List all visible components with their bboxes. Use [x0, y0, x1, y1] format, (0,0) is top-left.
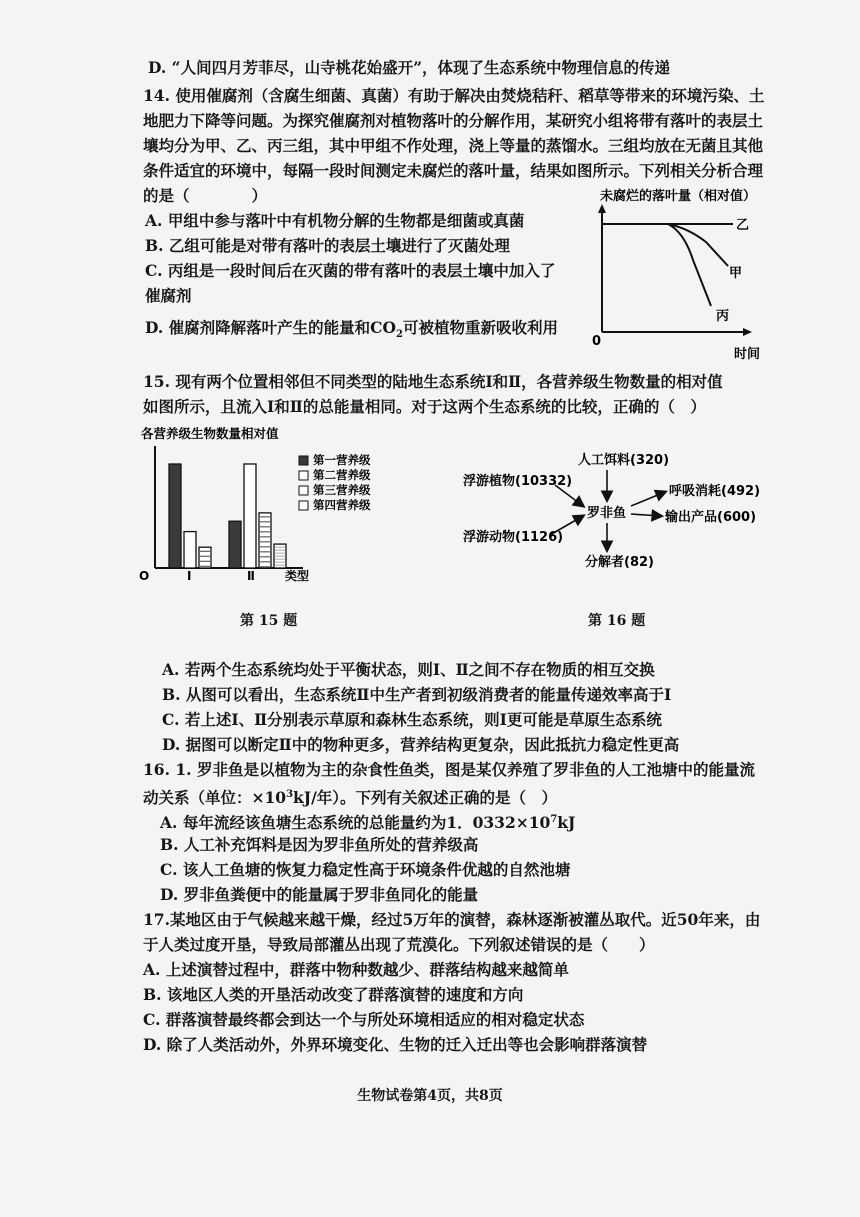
q14-stem-line: 14. 使用催腐剂（含腐生细菌、真菌）有助于解决由焚烧秸秆、稻草等带来的环境污染、土: [143, 86, 765, 105]
q16-stem-line: 16. 1. 罗非鱼是以植物为主的杂食性鱼类，图是某仅养殖了罗非鱼的人工池塘中的能量流: [143, 760, 755, 779]
fig15-legend-item: 第二营养级: [313, 468, 371, 482]
fig15-bar-2-3: [259, 513, 271, 568]
q16-option-d: D. 罗非鱼粪便中的能量属于罗非鱼同化的能量: [160, 885, 479, 904]
fig14-line-bing: [668, 224, 711, 306]
fig15-title: 各营养级生物数量相对值: [141, 426, 279, 441]
fig15-legend-swatch: [299, 456, 308, 465]
q16-stem-text-end: kJ/年）。下列有关叙述正确的是（ ）: [293, 788, 558, 808]
q14-option-d-text-end: 可被植物重新吸收利用: [403, 318, 559, 337]
fig14-y-arrow: [598, 204, 606, 213]
fig15-category-label: Ⅱ: [247, 569, 255, 583]
fig15-bar-2-2: [244, 464, 256, 568]
q14-option-d: [145, 318, 558, 345]
fig15-bar-1-1: [169, 464, 181, 568]
fig14-label-jia: 甲: [729, 266, 743, 281]
fig14-label-bing: 丙: [716, 309, 730, 324]
q15-stem-line: 如图所示，且流入Ⅰ和Ⅱ的总能量相同。对于这两个生态系统的比较，正确的（ ）: [143, 397, 706, 416]
fig14-line-jia: [602, 224, 728, 266]
fig15-legend-item: 第三营养级: [313, 483, 371, 497]
fig15-legend-item: 第一营养级: [313, 453, 371, 467]
q14-stem-line: 的是（ ）: [143, 186, 268, 205]
q14-stem-line: 条件适宜的环境中，每隔一段时间测定未腐烂的落叶量，结果如图所示。下列相关分析合理: [143, 161, 764, 180]
fig16-node-feed: 人工饵料(320): [578, 453, 670, 468]
q17-stem-line: 于人类过度开垦，导致局部灌丛出现了荒漠化。下列叙述错误的是（ ）: [143, 935, 655, 954]
fig16-arrow-resp: [631, 492, 665, 506]
q17-option-d: D. 除了人类活动外，外界环境变化、生物的迁入迁出等也会影响群落演替: [143, 1035, 648, 1054]
fig16-arrow-output: [631, 514, 661, 516]
fig15-caption: 第 15 题: [240, 613, 298, 629]
figure-14-line-chart: [588, 180, 768, 365]
fig15-bar-1-3: [199, 547, 211, 568]
q16-option-a-text: A. 每年流经该鱼塘生态系统的总能量约为1．0332×10: [160, 813, 551, 833]
q16-stem-text: 动关系（单位：×10: [143, 788, 287, 808]
q14-stem-line: 地肥力下降等问题。为探究催腐剂对植物落叶的分解作用，某研究小组将带有落叶的表层土: [143, 111, 764, 130]
q14-stem-line: 壤均分为甲、乙、丙三组，其中甲组不作处理，浇上等量的蒸馏水。三组均放在无菌且其他: [143, 136, 764, 155]
fig15-legend-swatch: [299, 486, 308, 495]
fig15-legend-swatch: [299, 501, 308, 510]
fig15-bar-2-1: [229, 521, 241, 568]
q17-option-c: C. 群落演替最终都会到达一个与所处环境相适应的相对稳定状态: [143, 1010, 585, 1029]
q15-stem-line: 15. 现有两个位置相邻但不同类型的陆地生态系统Ⅰ和Ⅱ，各营养级生物数量的相对值: [143, 372, 723, 391]
fig16-node-zooplankton: 浮游动物(1126): [463, 530, 564, 545]
q16-stem-superscript: 3: [286, 789, 294, 800]
q16-option-b: B. 人工补充饵料是因为罗非鱼所处的营养级高: [160, 835, 479, 854]
q17-option-a: A. 上述演替过程中，群落中物种数越少、群落结构越来越简单: [143, 960, 569, 979]
fig16-node-phytoplankton: 浮游植物(10332): [463, 474, 573, 489]
fig15-category-label: Ⅰ: [187, 569, 192, 583]
q14-option-b: B. 乙组可能是对带有落叶的表层土壤进行了灭菌处理: [145, 236, 510, 255]
q15-option-b: B. 从图可以看出，生态系统Ⅱ中生产者到初级消费者的能量传递效率高于Ⅰ: [162, 685, 672, 704]
fig15-bar-1-2: [184, 532, 196, 568]
q14-option-c: C. 丙组是一段时间后在灭菌的带有落叶的表层土壤中加入了: [145, 261, 556, 280]
fig16-node-respiration: 呼吸消耗(492): [669, 484, 761, 499]
fig14-xlabel: 时间: [734, 347, 761, 362]
page-footer: 生物试卷第4页，共8页: [357, 1088, 503, 1104]
q15-option-c: C. 若上述Ⅰ、Ⅱ分别表示草原和森林生态系统，则Ⅰ更可能是草原生态系统: [162, 710, 662, 729]
fig16-arrow-zoo: [550, 516, 583, 535]
figure-15-bar-chart: [135, 424, 395, 594]
q13-option-d: D. “人间四月芳菲尽，山寺桃花始盛开”，体现了生态系统中物理信息的传递: [148, 58, 671, 77]
q14-option-d-text: D. 催腐剂降解落叶产生的能量和CO: [145, 318, 397, 337]
fig14-label-yi: 乙: [736, 218, 750, 233]
fig16-node-decomposer: 分解者(82): [585, 555, 654, 570]
q16-stem-line: [143, 785, 557, 808]
fig15-legend-swatch: [299, 471, 308, 480]
q15-option-d: D. 据图可以断定Ⅱ中的物种更多，营养结构更复杂，因此抵抗力稳定性更高: [162, 735, 680, 754]
q16-option-a-unit: kJ: [557, 813, 576, 833]
fig15-xlabel: 类型: [285, 569, 310, 583]
q17-option-b: B. 该地区人类的开垦活动改变了群落演替的速度和方向: [143, 985, 524, 1004]
fig16-caption: 第 16 题: [588, 613, 646, 629]
q14-option-d-subscript: 2: [396, 329, 403, 341]
fig14-x-arrow: [743, 328, 752, 336]
q16-option-a-superscript: 7: [550, 814, 558, 825]
fig16-node-output: 输出产品(600): [665, 510, 757, 525]
q14-option-c-cont: 催腐剂: [145, 286, 192, 305]
q17-stem-line: 17.某地区由于气候越来越干燥，经过5万年的演替，森林逐渐被灌丛取代。近50年来，由: [143, 910, 761, 929]
fig15-origin: O: [139, 569, 150, 583]
q15-option-a: A. 若两个生态系统均处于平衡状态，则Ⅰ、Ⅱ之间不存在物质的相互交换: [162, 660, 655, 679]
fig14-ylabel: 未腐烂的落叶量（相对值）: [600, 189, 757, 204]
figure-16-energy-flow: [455, 440, 775, 580]
fig15-legend-item: 第四营养级: [313, 498, 371, 512]
q14-option-a: A. 甲组中参与落叶中有机物分解的生物都是细菌或真菌: [145, 211, 525, 230]
fig14-origin: 0: [592, 334, 602, 349]
q16-option-a: [160, 810, 575, 833]
q16-option-c: C. 该人工鱼塘的恢复力稳定性高于环境条件优越的自然池塘: [160, 860, 571, 879]
fig16-node-tilapia: 罗非鱼: [587, 506, 627, 521]
